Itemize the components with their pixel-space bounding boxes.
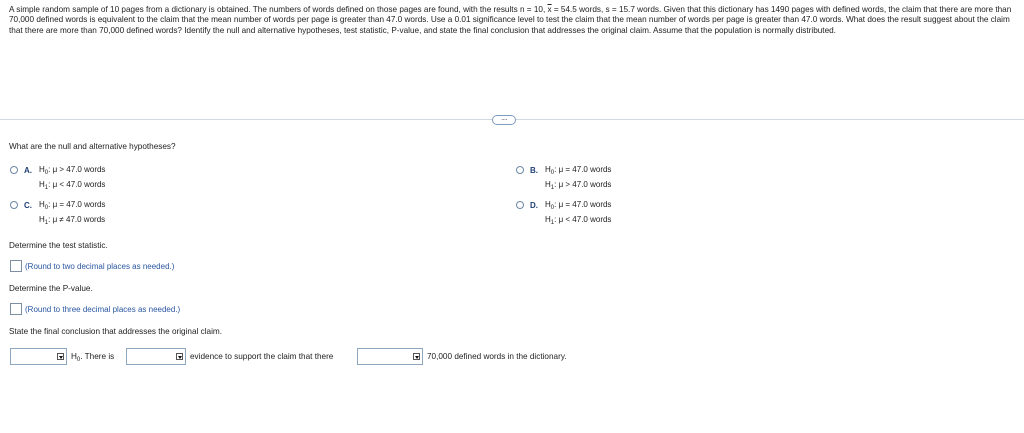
- option-d-letter: D.: [530, 201, 538, 210]
- radio-a[interactable]: [10, 166, 18, 174]
- test-statistic-input[interactable]: [10, 260, 22, 272]
- option-c-h0: $H_0$: μ = 47.0 words: [39, 200, 106, 211]
- x-bar-symbol: $\overline{x}$: [547, 5, 552, 14]
- option-a-letter: A.: [24, 166, 32, 175]
- option-b-h0: $H_0$: μ = 47.0 words: [545, 165, 612, 176]
- chevron-down-icon: [176, 353, 183, 360]
- test-statistic-hint: (Round to two decimal places as needed.): [25, 262, 175, 271]
- option-d-h1: $H_1$: μ < 47.0 words: [545, 215, 612, 226]
- option-b-h1: $H_1$: μ > 47.0 words: [545, 180, 612, 191]
- conclusion-text-middle: evidence to support the claim that there: [190, 352, 334, 361]
- conclusion-text-h0: $H_0$. There is: [71, 352, 115, 363]
- p-value-question: Determine the P-value.: [9, 284, 93, 293]
- evidence-level-dropdown[interactable]: [126, 348, 186, 365]
- option-c-letter: C.: [24, 201, 32, 210]
- option-d-h0: $H_0$: μ = 47.0 words: [545, 200, 612, 211]
- hypotheses-question: What are the null and alternative hypotheses?: [9, 142, 176, 151]
- claim-comparison-dropdown[interactable]: [357, 348, 423, 365]
- p-value-input[interactable]: [10, 303, 22, 315]
- option-a-h0: $H_0$: μ > 47.0 words: [39, 165, 106, 176]
- test-statistic-question: Determine the test statistic.: [9, 241, 108, 250]
- radio-c[interactable]: [10, 201, 18, 209]
- option-a-h1: $H_1$: μ < 47.0 words: [39, 180, 106, 191]
- option-b-letter: B.: [530, 166, 538, 175]
- conclusion-question: State the final conclusion that addresses the original claim.: [9, 327, 222, 336]
- reject-decision-dropdown[interactable]: [10, 348, 67, 365]
- radio-d[interactable]: [516, 201, 524, 209]
- chevron-down-icon: [413, 353, 420, 360]
- chevron-down-icon: [57, 353, 64, 360]
- radio-b[interactable]: [516, 166, 524, 174]
- conclusion-text-end: 70,000 defined words in the dictionary.: [427, 352, 567, 361]
- problem-statement: A simple random sample of 10 pages from a dictionary is obtained. The numbers of words defined on those pages are found, with the results n = 10, $\overline{x} = 54.5$ words, s = 15.7 words. Given that this dictionary has 1490 pages with defined words, the claim that there are more than 70,000 defined words is equivalent to the claim that the mean number of words per page is greater than 47.0 words. Use a 0.01 significance level to test the claim that the mean number of words per page is greater than 47.0 words. What does the result suggest about the claim that there are more than 70,000 defined words? Identify the null and alternative hypotheses, test statistic, P-value, and state the final conclusion that addresses the original claim. Assume that the population is normally distributed.: [9, 5, 1012, 35]
- p-value-hint: (Round to three decimal places as needed.): [25, 305, 181, 314]
- option-c-h1: $H_1$: μ ≠ 47.0 words: [39, 215, 106, 226]
- more-options-button[interactable]: ....: [492, 115, 516, 125]
